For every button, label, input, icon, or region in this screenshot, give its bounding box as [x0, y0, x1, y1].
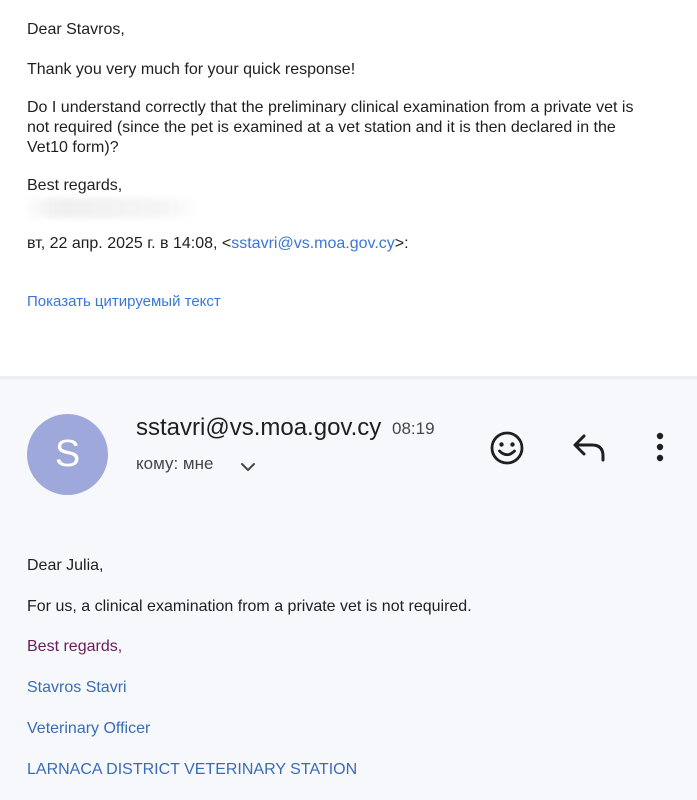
- sender-avatar[interactable]: S: [27, 414, 108, 495]
- reply-icon[interactable]: [570, 431, 608, 465]
- chevron-down-icon[interactable]: [239, 458, 257, 476]
- latest-greeting: Dear Julia,: [27, 557, 104, 574]
- previous-question-line-2: not required (since the pet is examined at a vet station and it is then declared in the: [27, 119, 616, 136]
- signature-organization: LARNACA DISTRICT VETERINARY STATION: [27, 761, 358, 778]
- signature-name: Stavros Stavri: [27, 679, 127, 696]
- quote-header-suffix: >:: [394, 235, 409, 252]
- previous-greeting: Dear Stavros,: [27, 21, 125, 38]
- previous-closing: Best regards,: [27, 177, 123, 194]
- previous-question-line-1: Do I understand correctly that the preliminary clinical examination from a private vet is: [27, 99, 634, 116]
- quote-header-prefix: вт, 22 апр. 2025 г. в 14:08, <: [27, 235, 232, 252]
- quote-header: [27, 234, 409, 254]
- previous-question-line-3: Vet10 form)?: [27, 139, 119, 156]
- more-vert-icon[interactable]: [648, 430, 672, 466]
- quote-header-email-link[interactable]: sstavri@vs.moa.gov.cy: [231, 235, 395, 252]
- previous-message: [0, 0, 697, 376]
- recipient-label[interactable]: кому: мне: [136, 454, 214, 473]
- latest-body: For us, a clinical examination from a private vet is not required.: [27, 598, 472, 615]
- signature-title: Veterinary Officer: [27, 720, 151, 737]
- redacted-signature: [22, 198, 202, 218]
- message-time: 08:19: [392, 419, 435, 438]
- latest-closing: Best regards,: [27, 638, 123, 655]
- show-quoted-text-link[interactable]: Показать цитируемый текст: [27, 293, 221, 310]
- emoji-reaction-icon[interactable]: [488, 429, 526, 467]
- previous-thanks: Thank you very much for your quick response!: [27, 61, 356, 78]
- sender-email[interactable]: sstavri@vs.moa.gov.cy: [136, 414, 382, 441]
